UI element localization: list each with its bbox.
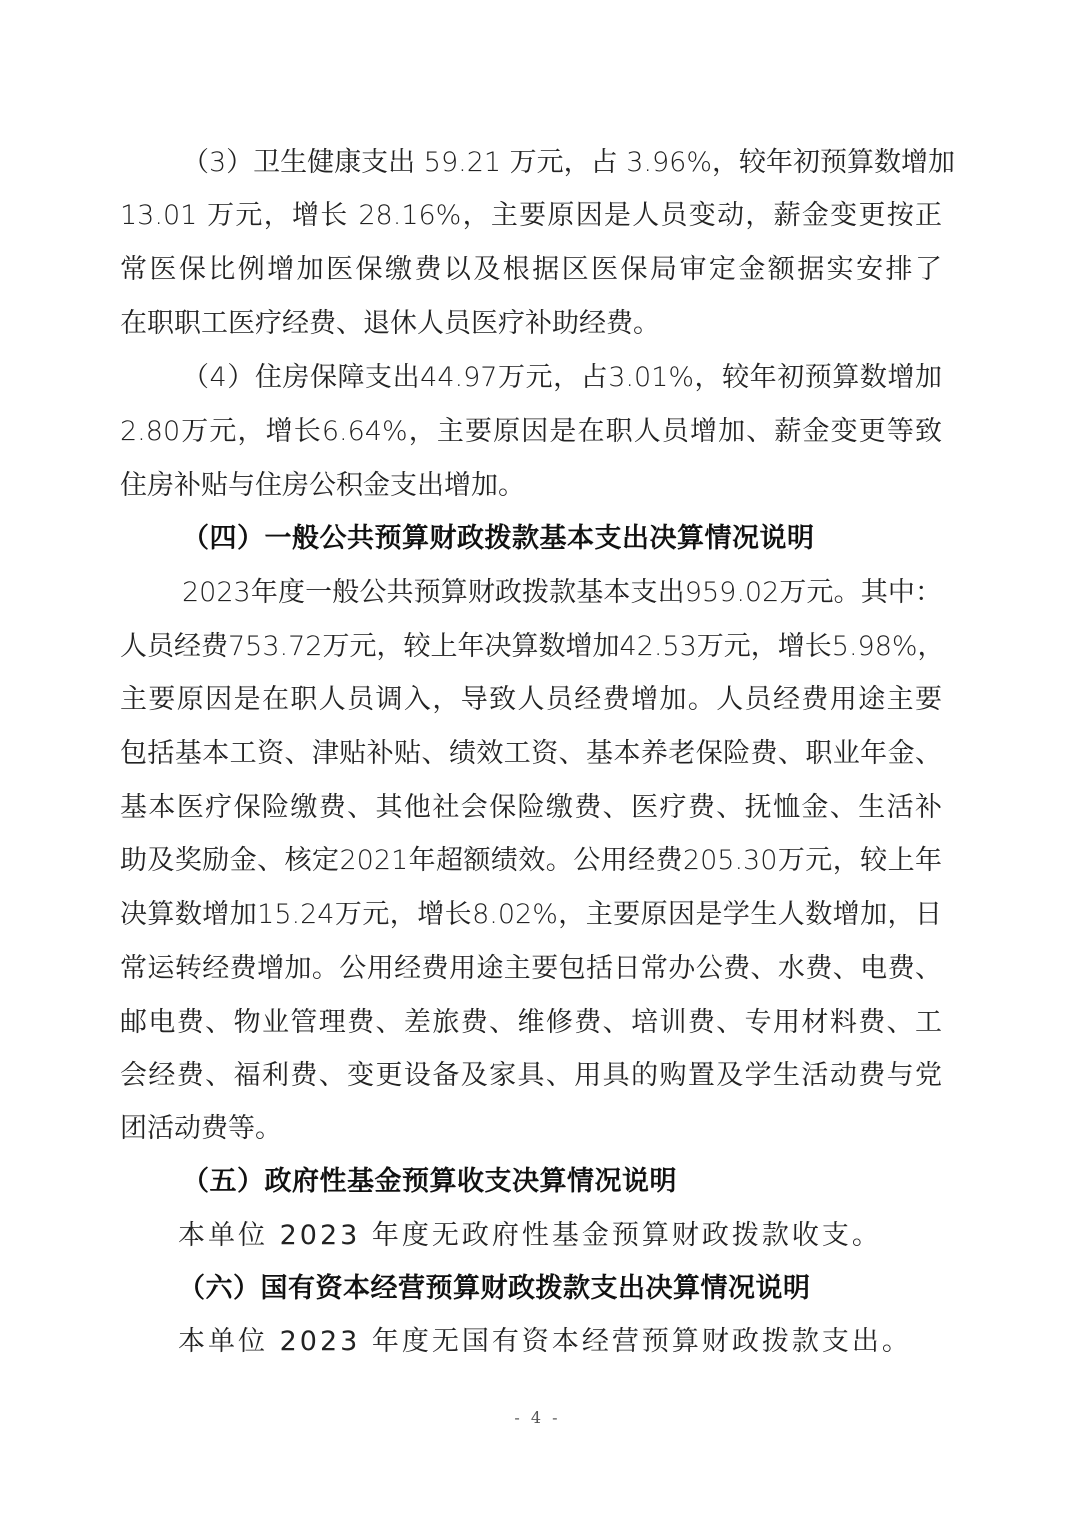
section-heading-government-fund: （五）政府性基金预算收支决算情况说明 — [182, 1166, 677, 1197]
basic-expenditure-line: 主要原因是在职人员调入，导致人员经费增加。人员经费用途主要 — [120, 684, 942, 715]
basic-expenditure-line: 人员经费753.72万元，较上年决算数增加42.53万元，增长5.98%， — [120, 631, 945, 662]
housing-paragraph-line: 住房补贴与住房公积金支出增加。 — [120, 470, 525, 501]
housing-paragraph-line: 2.80万元，增长6.64%，主要原因是在职人员增加、薪金变更等致 — [120, 416, 942, 447]
health-paragraph-line: （3）卫生健康支出 59.21 万元，占 3.96%，较年初预算数增加 — [182, 147, 955, 178]
section-heading-basic-expenditure: （四）一般公共预算财政拨款基本支出决算情况说明 — [182, 523, 815, 554]
basic-expenditure-line: 基本医疗保险缴费、其他社会保险缴费、医疗费、抚恤金、生活补 — [120, 792, 942, 823]
health-paragraph-line: 在职职工医疗经费、退休人员医疗补助经费。 — [120, 308, 660, 339]
basic-expenditure-line: 团活动费等。 — [120, 1113, 282, 1144]
government-fund-text: 本单位 2023 年度无政府性基金预算财政拨款收支。 — [178, 1220, 882, 1251]
state-capital-text: 本单位 2023 年度无国有资本经营预算财政拨款支出。 — [178, 1326, 912, 1357]
housing-paragraph-line: （4）住房保障支出44.97万元，占3.01%，较年初预算数增加 — [182, 362, 942, 393]
basic-expenditure-line: 包括基本工资、津贴补贴、绩效工资、基本养老保险费、职业年金、 — [120, 738, 942, 769]
basic-expenditure-line: 2023年度一般公共预算财政拨款基本支出959.02万元。其中： — [182, 577, 942, 608]
basic-expenditure-line: 会经费、福利费、变更设备及家具、用具的购置及学生活动费与党 — [120, 1060, 942, 1091]
basic-expenditure-line: 常运转经费增加。公用经费用途主要包括日常办公费、水费、电费、 — [120, 953, 942, 984]
health-paragraph-line: 常医保比例增加医保缴费以及根据区医保局审定金额据实安排了 — [120, 254, 942, 285]
health-paragraph-line: 13.01 万元，增长 28.16%，主要原因是人员变动，薪金变更按正 — [120, 200, 942, 231]
basic-expenditure-line: 决算数增加15.24万元，增长8.02%，主要原因是学生人数增加，日 — [120, 899, 942, 930]
section-heading-state-capital: （六）国有资本经营预算财政拨款支出决算情况说明 — [178, 1273, 811, 1304]
basic-expenditure-line: 邮电费、物业管理费、差旅费、维修费、培训费、专用材料费、工 — [120, 1007, 942, 1038]
page-number: - 4 - — [514, 1408, 561, 1427]
basic-expenditure-line: 助及奖励金、核定2021年超额绩效。公用经费205.30万元，较上年 — [120, 845, 942, 876]
